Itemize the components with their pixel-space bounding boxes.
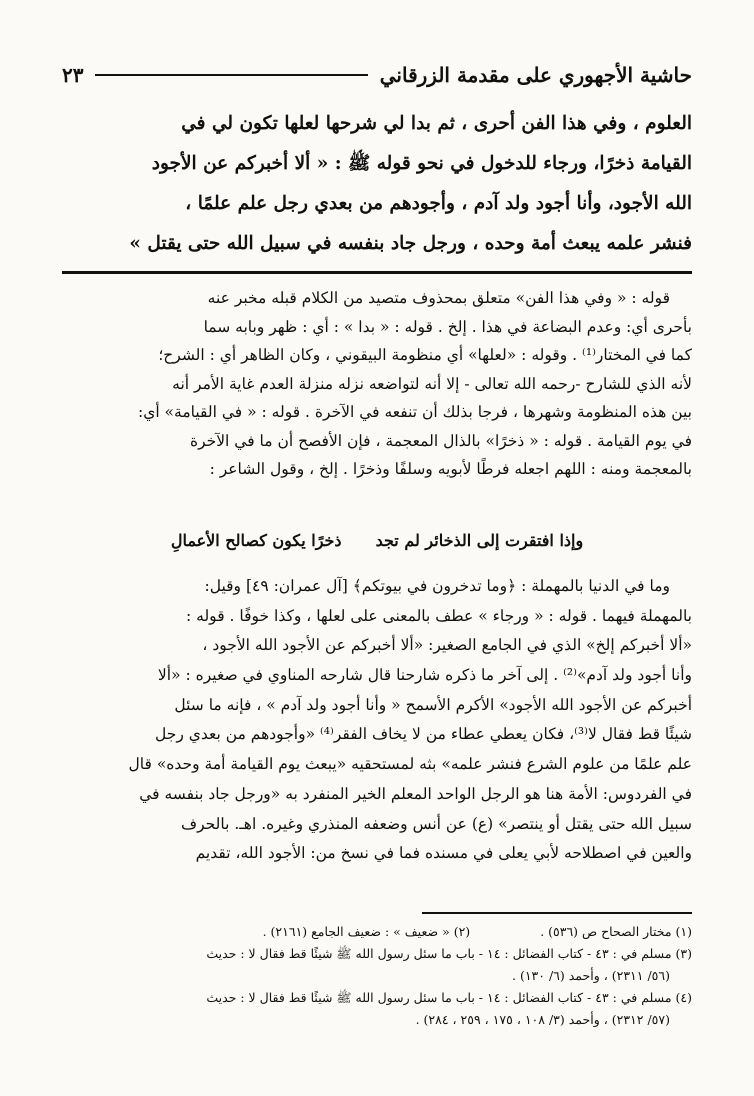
commentary-line: شيئًا قط فقال لا⁽³⁾، فكان يعطي عطاء من لا يخاف الفقر⁽⁴⁾ «وأجودهم من بعدي رجل [155, 725, 692, 744]
running-header [62, 58, 692, 92]
main-text-line: فنشر علمه يبعث أمة وحده ، ورجل جاد بنفسه في سبيل الله حتى يقتل » [129, 233, 692, 254]
main-text-line: القيامة ذخرًا، ورجاء للدخول في نحو قوله ﷺ : « ألا أخبركم عن الأجود [151, 153, 692, 174]
commentary-line: في يوم القيامة . قوله : « ذخرًا» بالذال المعجمة ، فإن الأفصح أن ما في الآخرة [189, 431, 692, 450]
poem-hemistich-1: وإذا افتقرت إلى الذخائر لم تجد [375, 531, 584, 550]
header-rule [95, 74, 367, 76]
page-number: ٢٣ [62, 63, 84, 87]
footnote-1: (١) مختار الصحاح ص (٥٣٦) . [540, 924, 692, 939]
commentary-line: والعين في اصطلاحه لأبي يعلى في مسنده فما في نسخ من: الأجود الله، تقديم [195, 844, 692, 863]
footnote-4-continued: (٥٧/ ٢٣١٢) ، وأحمد (٣/ ١٠٨ ، ١٧٥ ، ٢٥٩ ، ٢٨٤) . [415, 1012, 670, 1027]
commentary-line: بين هذه المنظومة وشهرها ، فرجا بذلك أن تنفعه في الآخرة . قوله : « في القيامة» أي: [137, 403, 692, 421]
main-text-line: الله الأجود، وأنا أجود ولد آدم ، وأجودهم من بعدي رجل علم علمًا ، [185, 193, 692, 214]
poem-hemistich-2: ذخرًا يكون كصالح الأعمالِ [170, 531, 342, 550]
commentary-line: بأحرى أي: وعدم البضاعة في هذا . إلخ . قوله : « بدا » : أي : ظهر وبابه سما [203, 317, 692, 336]
footnote-3-continued: (٥٦/ ٢٣١١) ، وأحمد (٦/ ١٣٠) . [512, 968, 670, 983]
poem-verse [62, 525, 692, 557]
main-text-line: العلوم ، وفي هذا الفن أحرى ، ثم بدا لي شرحها لعلها تكون لي في [181, 113, 692, 134]
commentary-line: في الفردوس: الأمة هنا هو الرجل الواحد المعلم الخير المنفرد به «ورجل جاد بنفسه في [139, 784, 692, 803]
commentary-line: علم علمًا من علوم الشرع فنشر علمه» بثه لمستحقيه «يبعث يوم القيامة أمة وحده» قال [128, 755, 692, 774]
footnote-3: (٣) مسلم في : ٤٣ - كتاب الفضائل : ١٤ - باب ما سئل رسول الله ﷺ شيئًا قط فقال لا : حديث [206, 946, 692, 961]
commentary [62, 284, 692, 484]
commentary-line: «ألا أخبركم إلخ» الذي في الجامع الصغير: «ألا أخبركم عن الأجود الله الأجود ، [202, 636, 692, 655]
main-text-separator [62, 271, 692, 274]
commentary-line: سبيل الله حتى يقتل أو ينتصر» (ع) عن أنس وضعفه المنذري وغيره. اهـ. بالحرف [181, 814, 692, 833]
commentary-line: بالمهملة فيهما . قوله : « ورجاء » عطف بالمعنى على لعلها ، وكذا خوفًا . قوله : [186, 606, 692, 625]
footnote-row [62, 921, 692, 943]
footnote-separator [422, 912, 692, 914]
main-text [62, 104, 692, 264]
commentary-line: لأنه الذي للشارح -رحمه الله تعالى - إلا أنه لتواضعه نزله منزلة العدم غاية الأمر أنه [172, 374, 692, 393]
commentary-line: قوله : « وفي هذا الفن» متعلق بمحذوف متصيد من الكلام قبله مخبر عنه [207, 289, 670, 307]
footnote-2: (٢) « ضعيف » : ضعيف الجامع (٢١٦١) . [262, 924, 471, 939]
footnotes [62, 921, 692, 1031]
commentary-continued [62, 572, 692, 869]
commentary-line: كما في المختار⁽¹⁾ . وقوله : «لعلها» أي منظومة البيقوني ، وكان الظاهر أي : الشرح؛ [158, 346, 692, 364]
commentary-line: وما في الدنيا بالمهملة : ﴿وما تدخرون في بيوتكم﴾ [آل عمران: ٤٩] وقيل: [204, 577, 670, 595]
commentary-line: بالمعجمة ومنه : اللهم اجعله فرطًا لأبويه وسلفًا وذخرًا . إلخ ، وقول الشاعر : [209, 460, 692, 478]
commentary-line: أخبركم عن الأجود الله الأجود» الأكرم الأسمح « وأنا أجود ولد آدم » ، فإنه ما سئل [174, 695, 692, 714]
footnote-4: (٤) مسلم في : ٤٣ - كتاب الفضائل : ١٤ - باب ما سئل رسول الله ﷺ شيئًا قط فقال لا : حديث [206, 990, 692, 1005]
commentary-line: وأنا أجود ولد آدم»⁽²⁾ . إلى آخر ما ذكره شارحنا قال شارحه المناوي في صغيره : «ألا [157, 666, 692, 685]
running-title: حاشية الأجهوري على مقدمة الزرقاني [379, 63, 692, 87]
